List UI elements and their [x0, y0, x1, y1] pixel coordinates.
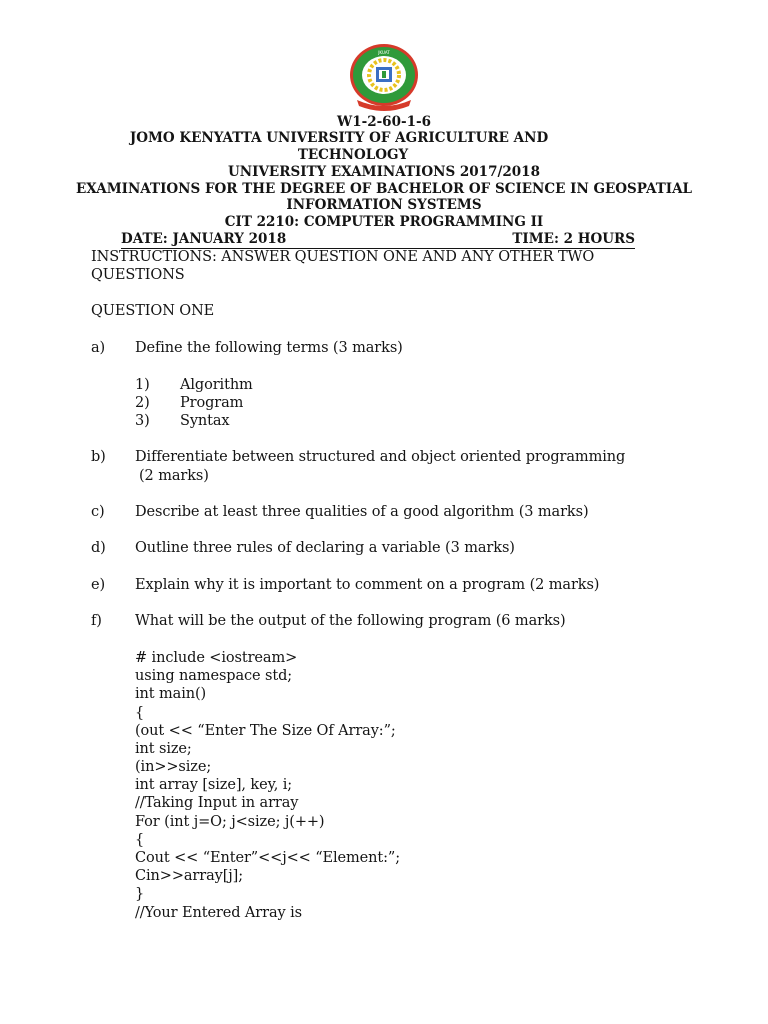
term-number: 2)	[135, 395, 150, 411]
code-line: int array [size], key, i;	[135, 777, 293, 793]
code-line: }	[135, 886, 145, 902]
question-f-text: What will be the output of the following program (6 marks)	[135, 613, 566, 629]
term-name: Program	[180, 395, 244, 411]
code-line: (out << “Enter The Size Of Array:”;	[135, 723, 396, 739]
question-b-text: Differentiate between structured and object oriented programming	[135, 449, 626, 465]
question-d-label: d)	[91, 540, 106, 556]
exam-year: UNIVERSITY EXAMINATIONS 2017/2018	[228, 164, 540, 180]
code-line: {	[135, 832, 145, 848]
instructions-line2: QUESTIONS	[91, 267, 185, 283]
question-e-label: e)	[91, 577, 106, 593]
degree-line2: INFORMATION SYSTEMS	[286, 197, 482, 213]
code-line: (in>>size;	[135, 759, 212, 775]
code-line: Cout << “Enter”<<j<< “Element:”;	[135, 850, 400, 866]
university-seal-logo-icon	[347, 42, 421, 112]
question-d-text: Outline three rules of declaring a variable (3 marks)	[135, 540, 515, 556]
code-line: //Your Entered Array is	[135, 905, 302, 921]
code-line: For (int j=O; j<size; j(++)	[135, 814, 325, 830]
term-name: Algorithm	[180, 377, 253, 393]
degree-line1: EXAMINATIONS FOR THE DEGREE OF BACHELOR OF SCIENCE IN GEOSPATIAL	[75, 181, 693, 197]
question-one-title: QUESTION ONE	[91, 303, 215, 319]
svg-text:JKUAT: JKUAT	[378, 50, 390, 55]
code-line: {	[135, 705, 145, 721]
term-number: 3)	[135, 413, 150, 429]
question-a-text: Define the following terms (3 marks)	[135, 340, 403, 356]
question-a-label: a)	[91, 340, 106, 356]
term-name: Syntax	[180, 413, 230, 429]
question-e-text: Explain why it is important to comment on a program (2 marks)	[135, 577, 600, 593]
instructions-line1: INSTRUCTIONS: ANSWER QUESTION ONE AND ANY OTHER TWO	[91, 249, 595, 265]
course-title: CIT 2210: COMPUTER PROGRAMMING II	[224, 214, 544, 230]
term-number: 1)	[135, 377, 150, 393]
exam-code: W1-2-60-1-6	[337, 114, 431, 130]
question-b-marks: (2 marks)	[139, 468, 209, 484]
code-line: //Taking Input in array	[135, 795, 299, 811]
question-c-label: c)	[91, 504, 105, 520]
exam-time: TIME: 2 HOURS	[512, 231, 635, 247]
date-time-row	[121, 231, 635, 249]
question-c-text: Describe at least three qualities of a good algorithm (3 marks)	[135, 504, 589, 520]
university-name-line2: TECHNOLOGY	[297, 147, 409, 163]
question-f-label: f)	[91, 613, 102, 629]
exam-date: DATE: JANUARY 2018	[121, 231, 287, 247]
code-line: # include <iostream>	[135, 650, 298, 666]
code-line: int main()	[135, 686, 207, 702]
code-line: Cin>>array[j];	[135, 868, 244, 884]
university-name-line1: JOMO KENYATTA UNIVERSITY OF AGRICULTURE AND	[129, 130, 549, 146]
code-line: using namespace std;	[135, 668, 293, 684]
code-line: int size;	[135, 741, 192, 757]
question-b-label: b)	[91, 449, 106, 465]
